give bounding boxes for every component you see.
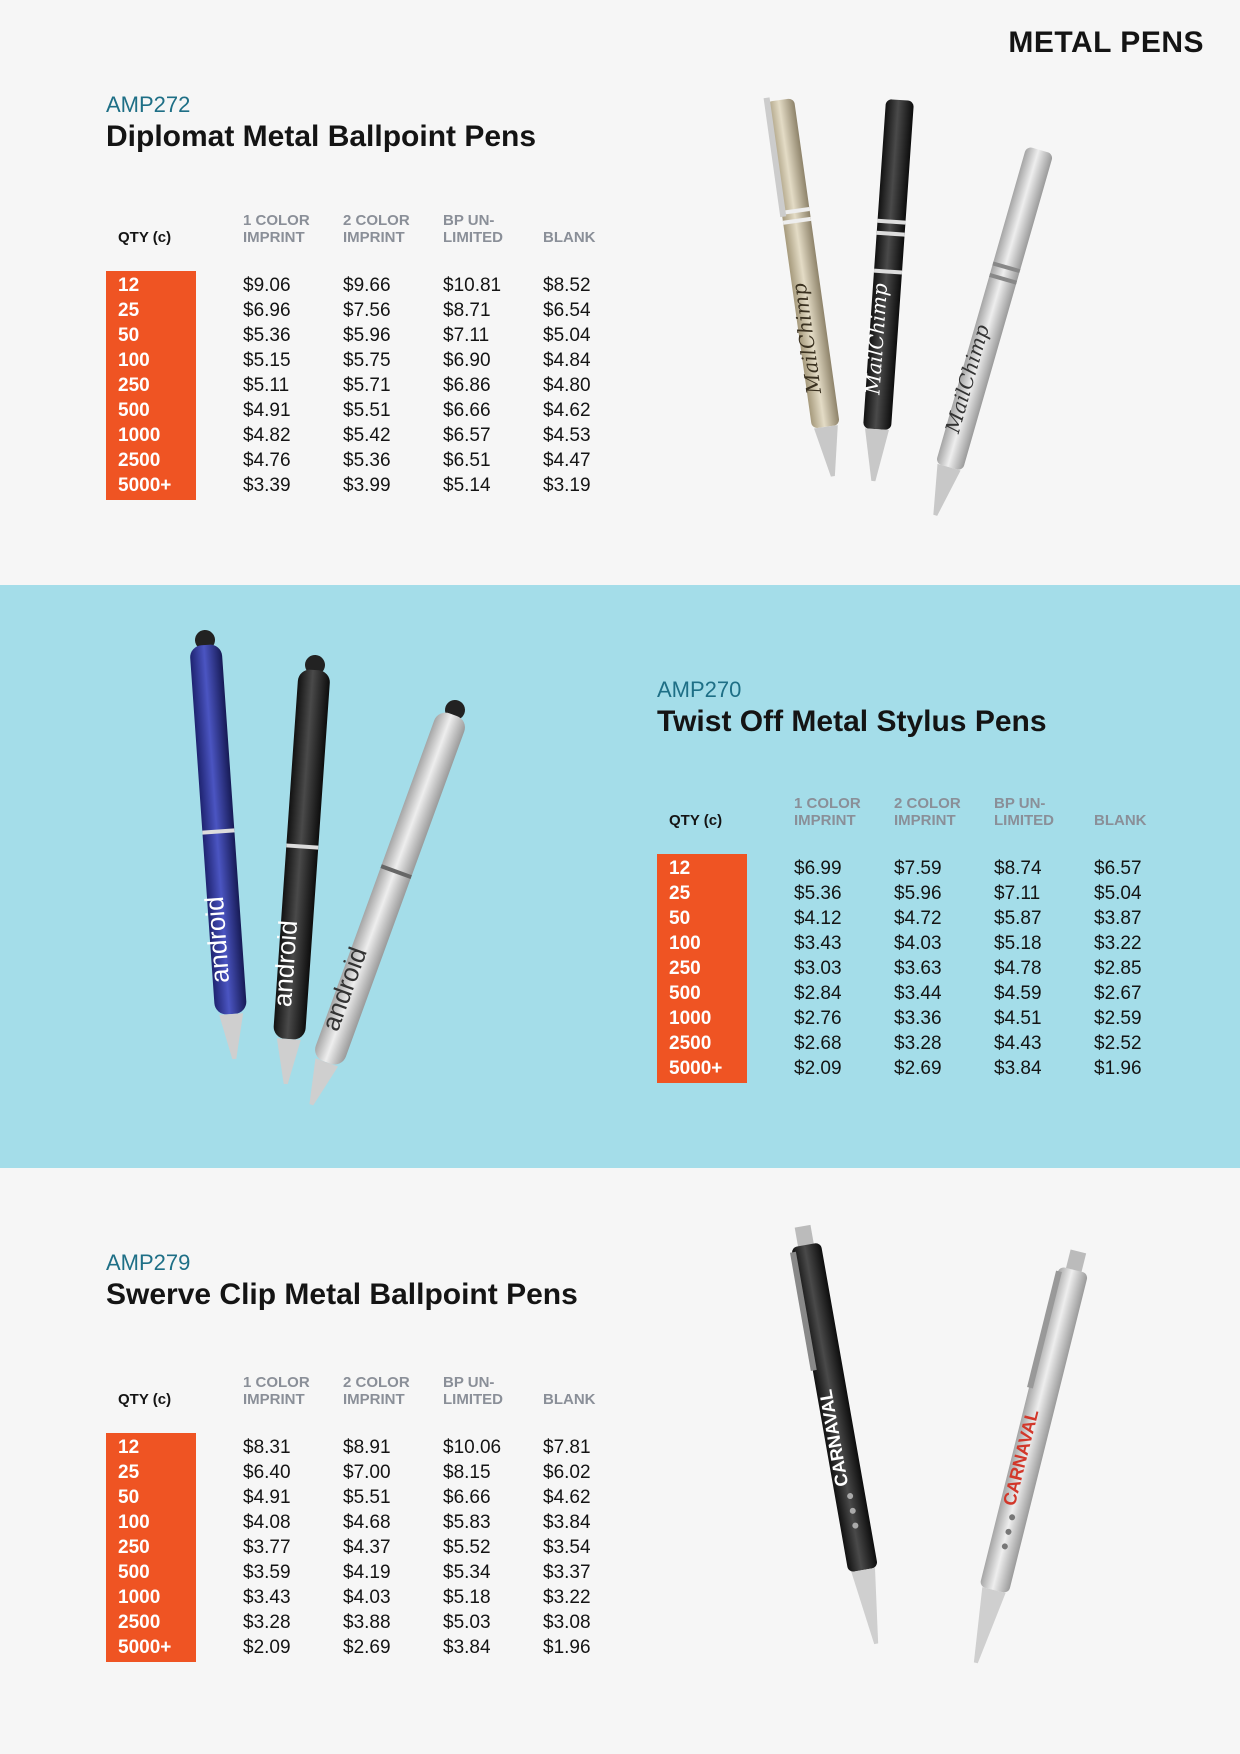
price-cell: $3.08 bbox=[543, 1612, 591, 1633]
price-cell: $5.51 bbox=[343, 400, 391, 421]
price-cell: $5.04 bbox=[543, 325, 591, 346]
product-sku: AMP270 bbox=[657, 677, 742, 702]
price-cell: $6.66 bbox=[443, 1487, 491, 1508]
price-cell: $5.36 bbox=[794, 883, 842, 904]
price-cell: $3.39 bbox=[243, 475, 291, 496]
qty-value: 100 bbox=[118, 350, 150, 371]
column-header: 2 COLOR IMPRINT bbox=[894, 795, 961, 829]
pen-blue bbox=[180, 629, 250, 1061]
price-cell: $2.09 bbox=[243, 1637, 291, 1658]
price-cell: $6.54 bbox=[543, 300, 591, 321]
price-cell: $5.14 bbox=[443, 475, 491, 496]
price-cell: $5.04 bbox=[1094, 883, 1142, 904]
price-cell: $3.19 bbox=[543, 475, 591, 496]
price-cell: $3.99 bbox=[343, 475, 391, 496]
price-cell: $3.36 bbox=[894, 1008, 942, 1029]
product-name: Twist Off Metal Stylus Pens bbox=[657, 705, 1047, 738]
price-cell: $8.52 bbox=[543, 275, 591, 296]
qty-value: 12 bbox=[118, 1437, 140, 1458]
price-cell: $5.42 bbox=[343, 425, 391, 446]
price-cell: $6.90 bbox=[443, 350, 491, 371]
price-cell: $3.22 bbox=[543, 1587, 591, 1608]
price-cell: $5.15 bbox=[243, 350, 291, 371]
price-cell: $4.19 bbox=[343, 1562, 391, 1583]
price-cell: $2.59 bbox=[1094, 1008, 1142, 1029]
column-header: 2 COLOR IMPRINT bbox=[343, 1374, 410, 1408]
pen-black bbox=[786, 1224, 891, 1647]
price-cell: $10.06 bbox=[443, 1437, 502, 1458]
svg-text:android: android bbox=[267, 919, 304, 1008]
qty-value: 12 bbox=[118, 275, 140, 296]
qty-header: QTY (c) bbox=[118, 229, 172, 246]
column-header: BLANK bbox=[543, 229, 596, 246]
svg-text:MailChimp: MailChimp bbox=[860, 282, 893, 396]
price-cell: $5.36 bbox=[343, 450, 391, 471]
price-cell: $3.43 bbox=[243, 1587, 291, 1608]
column-header: 1 COLOR IMPRINT bbox=[794, 795, 861, 829]
price-cell: $3.63 bbox=[894, 958, 942, 979]
price-cell: $8.91 bbox=[343, 1437, 391, 1458]
price-cell: $5.87 bbox=[994, 908, 1042, 929]
price-cell: $6.02 bbox=[543, 1462, 591, 1483]
price-cell: $10.81 bbox=[443, 275, 502, 296]
price-cell: $4.84 bbox=[543, 350, 591, 371]
price-cell: $5.71 bbox=[343, 375, 391, 396]
qty-value: 500 bbox=[669, 983, 701, 1004]
pen-black bbox=[854, 99, 914, 482]
price-cell: $6.40 bbox=[243, 1462, 291, 1483]
price-cell: $4.51 bbox=[994, 1008, 1042, 1029]
price-cell: $5.83 bbox=[443, 1512, 491, 1533]
price-cell: $3.28 bbox=[243, 1612, 291, 1633]
price-cell: $3.03 bbox=[794, 958, 842, 979]
price-cell: $4.72 bbox=[894, 908, 942, 929]
price-cell: $5.51 bbox=[343, 1487, 391, 1508]
qty-value: 5000+ bbox=[118, 1637, 172, 1658]
product-title-block bbox=[657, 677, 1047, 739]
price-cell: $3.87 bbox=[1094, 908, 1142, 929]
price-cell: $5.75 bbox=[343, 350, 391, 371]
product-name: Diplomat Metal Ballpoint Pens bbox=[106, 120, 537, 153]
price-cell: $7.11 bbox=[994, 883, 1041, 904]
column-header: BLANK bbox=[543, 1391, 596, 1408]
price-cell: $4.91 bbox=[243, 400, 291, 421]
price-cell: $3.44 bbox=[894, 983, 942, 1004]
price-cell: $4.62 bbox=[543, 400, 591, 421]
price-cell: $6.57 bbox=[1094, 858, 1142, 879]
price-cell: $4.80 bbox=[543, 375, 591, 396]
price-cell: $8.15 bbox=[443, 1462, 491, 1483]
product-sku: AMP272 bbox=[106, 92, 191, 117]
price-cell: $5.52 bbox=[443, 1537, 491, 1558]
qty-header: QTY (c) bbox=[669, 812, 723, 829]
qty-value: 5000+ bbox=[118, 475, 172, 496]
product-title-block bbox=[106, 92, 536, 154]
pen-photo-swerve bbox=[740, 1220, 1140, 1690]
price-cell: $2.09 bbox=[794, 1058, 842, 1079]
price-cell: $4.03 bbox=[894, 933, 942, 954]
product-name: Swerve Clip Metal Ballpoint Pens bbox=[106, 1278, 578, 1311]
qty-value: 2500 bbox=[118, 450, 161, 471]
qty-value: 50 bbox=[669, 908, 691, 929]
price-cell: $5.36 bbox=[243, 325, 291, 346]
price-cell: $2.85 bbox=[1094, 958, 1142, 979]
svg-text:CARNAVAL: CARNAVAL bbox=[815, 1387, 853, 1489]
qty-value: 50 bbox=[118, 1487, 140, 1508]
price-cell: $5.11 bbox=[243, 375, 290, 396]
price-cell: $4.12 bbox=[794, 908, 842, 929]
column-header: 2 COLOR IMPRINT bbox=[343, 212, 410, 246]
qty-value: 250 bbox=[118, 375, 150, 396]
qty-value: 250 bbox=[118, 1537, 150, 1558]
price-cell: $5.18 bbox=[994, 933, 1042, 954]
price-cell: $3.28 bbox=[894, 1033, 942, 1054]
price-cell: $4.03 bbox=[343, 1587, 391, 1608]
price-cell: $6.51 bbox=[443, 450, 491, 471]
price-cell: $3.88 bbox=[343, 1612, 391, 1633]
qty-value: 100 bbox=[118, 1512, 150, 1533]
price-cell: $3.77 bbox=[243, 1537, 291, 1558]
price-cell: $5.96 bbox=[343, 325, 391, 346]
price-cell: $3.84 bbox=[443, 1637, 491, 1658]
column-header: BP UN- LIMITED bbox=[443, 1374, 503, 1408]
price-cell: $8.74 bbox=[994, 858, 1042, 879]
qty-value: 500 bbox=[118, 1562, 150, 1583]
qty-value: 12 bbox=[669, 858, 691, 879]
price-cell: $1.96 bbox=[1094, 1058, 1142, 1079]
price-cell: $5.18 bbox=[443, 1587, 491, 1608]
qty-value: 5000+ bbox=[669, 1058, 723, 1079]
qty-value: 25 bbox=[118, 300, 140, 321]
price-cell: $3.84 bbox=[543, 1512, 591, 1533]
qty-value: 2500 bbox=[118, 1612, 161, 1633]
column-header: BLANK bbox=[1094, 812, 1147, 829]
price-cell: $2.76 bbox=[794, 1008, 842, 1029]
price-cell: $3.37 bbox=[543, 1562, 591, 1583]
column-header: 1 COLOR IMPRINT bbox=[243, 1374, 310, 1408]
price-cell: $2.69 bbox=[894, 1058, 942, 1079]
price-cell: $7.81 bbox=[543, 1437, 591, 1458]
price-cell: $4.76 bbox=[243, 450, 291, 471]
price-cell: $5.03 bbox=[443, 1612, 491, 1633]
price-cell: $4.47 bbox=[543, 450, 591, 471]
qty-value: 25 bbox=[669, 883, 691, 904]
price-cell: $1.96 bbox=[543, 1637, 591, 1658]
qty-value: 2500 bbox=[669, 1033, 712, 1054]
price-cell: $6.57 bbox=[443, 425, 491, 446]
svg-text:CARNAVAL: CARNAVAL bbox=[999, 1407, 1043, 1508]
price-cell: $6.96 bbox=[243, 300, 291, 321]
price-cell: $2.84 bbox=[794, 983, 842, 1004]
price-cell: $2.68 bbox=[794, 1033, 842, 1054]
price-cell: $2.67 bbox=[1094, 983, 1142, 1004]
price-cell: $4.62 bbox=[543, 1487, 591, 1508]
price-cell: $2.69 bbox=[343, 1637, 391, 1658]
price-cell: $2.52 bbox=[1094, 1033, 1142, 1054]
price-cell: $6.86 bbox=[443, 375, 491, 396]
price-cell: $6.99 bbox=[794, 858, 842, 879]
price-cell: $4.53 bbox=[543, 425, 591, 446]
price-cell: $3.59 bbox=[243, 1562, 291, 1583]
pen-silver bbox=[917, 145, 1053, 519]
qty-value: 250 bbox=[669, 958, 701, 979]
price-cell: $9.66 bbox=[343, 275, 391, 296]
price-cell: $8.31 bbox=[243, 1437, 291, 1458]
price-cell: $4.59 bbox=[994, 983, 1042, 1004]
price-cell: $4.78 bbox=[994, 958, 1042, 979]
price-cell: $7.11 bbox=[443, 325, 490, 346]
pen-photo-diplomat bbox=[700, 80, 1140, 540]
svg-text:android: android bbox=[315, 942, 373, 1035]
price-cell: $7.56 bbox=[343, 300, 391, 321]
pen-photo-stylus bbox=[150, 620, 570, 1140]
price-cell: $7.59 bbox=[894, 858, 942, 879]
page-title: METAL PENS bbox=[1008, 26, 1204, 59]
qty-value: 1000 bbox=[669, 1008, 712, 1029]
price-cell: $3.43 bbox=[794, 933, 842, 954]
price-cell: $5.96 bbox=[894, 883, 942, 904]
price-cell: $7.00 bbox=[343, 1462, 391, 1483]
price-cell: $3.54 bbox=[543, 1537, 591, 1558]
price-cell: $4.08 bbox=[243, 1512, 291, 1533]
price-cell: $4.43 bbox=[994, 1033, 1042, 1054]
svg-text:MailChimp: MailChimp bbox=[940, 321, 995, 436]
price-cell: $9.06 bbox=[243, 275, 291, 296]
product-sku: AMP279 bbox=[106, 1250, 191, 1275]
price-cell: $6.66 bbox=[443, 400, 491, 421]
column-header: 1 COLOR IMPRINT bbox=[243, 212, 310, 246]
pen-silver bbox=[959, 1247, 1093, 1666]
qty-value: 100 bbox=[669, 933, 701, 954]
svg-text:android: android bbox=[198, 895, 235, 985]
price-cell: $4.91 bbox=[243, 1487, 291, 1508]
qty-value: 500 bbox=[118, 400, 150, 421]
price-cell: $8.71 bbox=[443, 300, 491, 321]
qty-value: 25 bbox=[118, 1462, 140, 1483]
svg-text:MailChimp: MailChimp bbox=[786, 281, 827, 396]
price-cell: $3.22 bbox=[1094, 933, 1142, 954]
qty-value: 50 bbox=[118, 325, 140, 346]
price-cell: $4.37 bbox=[343, 1537, 391, 1558]
qty-value: 1000 bbox=[118, 1587, 161, 1608]
column-header: BP UN- LIMITED bbox=[994, 795, 1054, 829]
price-cell: $3.84 bbox=[994, 1058, 1042, 1079]
qty-value: 1000 bbox=[118, 425, 161, 446]
price-cell: $4.82 bbox=[243, 425, 291, 446]
product-title-block bbox=[106, 1250, 578, 1312]
column-header: BP UN- LIMITED bbox=[443, 212, 503, 246]
qty-header: QTY (c) bbox=[118, 1391, 172, 1408]
price-cell: $4.68 bbox=[343, 1512, 391, 1533]
price-cell: $5.34 bbox=[443, 1562, 491, 1583]
pen-gold bbox=[761, 94, 847, 479]
